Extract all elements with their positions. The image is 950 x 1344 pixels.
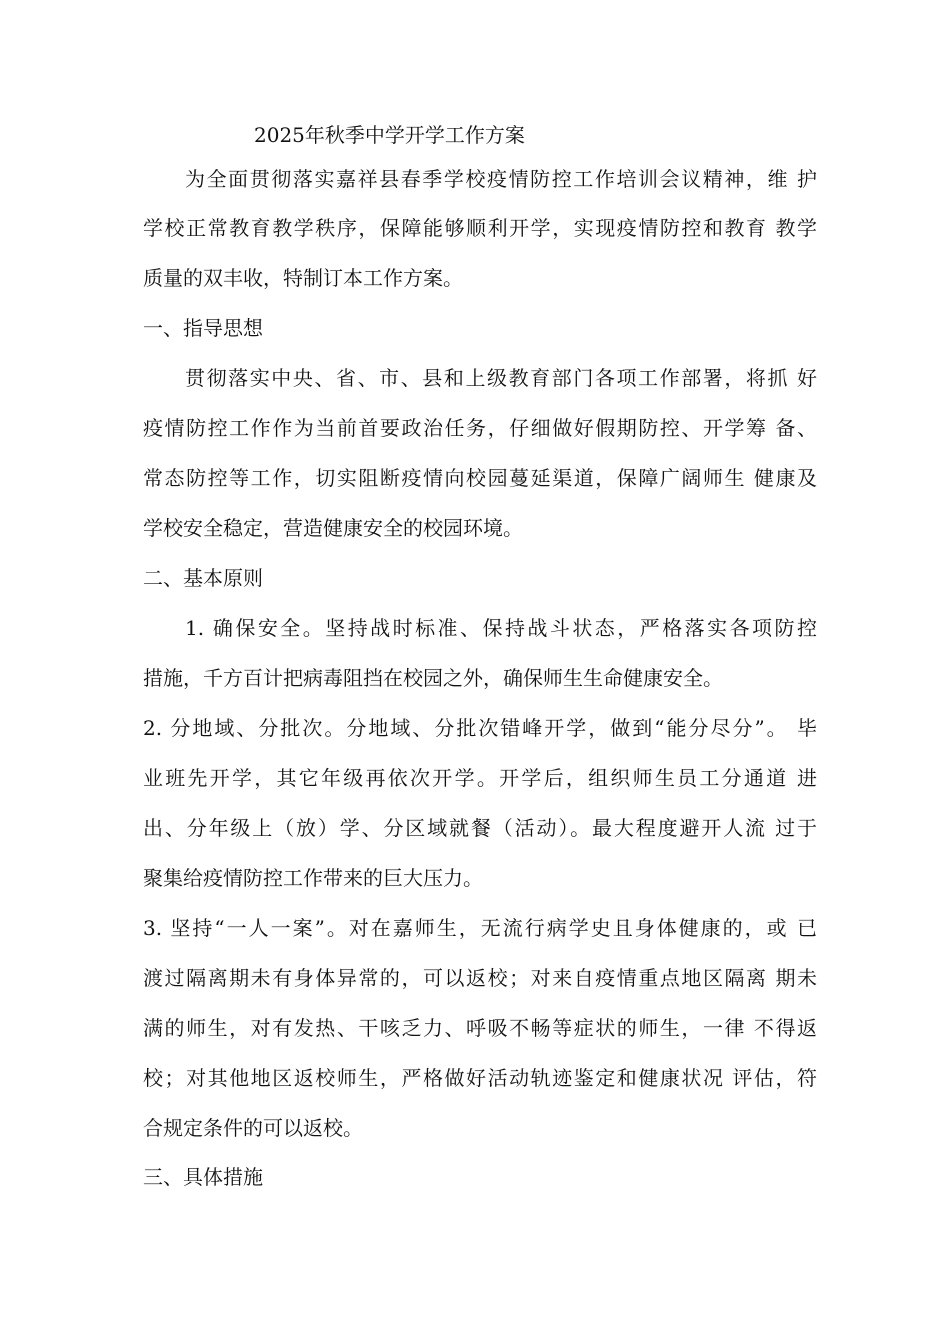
principle-2-line-1: 2. 分地域、分批次。分地域、分批次错峰开学，做到“能分尽分”。 毕 <box>143 716 817 740</box>
principle-3-line-5: 合规定条件的可以返校。 <box>143 1116 363 1140</box>
principle-2-line-2: 业班先开学，其它年级再依次开学。开学后，组织师生员工分通道 进 <box>143 766 817 790</box>
section-1-line-2: 疫情防控工作作为当前首要政治任务，仔细做好假期防控、开学筹 备、 <box>143 416 817 440</box>
principle-3-line-2: 渡过隔离期未有身体异常的，可以返校；对来自疫情重点地区隔离 期未 <box>143 966 817 990</box>
section-1-heading: 一、指导思想 <box>143 316 263 340</box>
principle-3-line-1: 3. 坚持“一人一案”。对在嘉师生，无流行病学史且身体健康的，或 已 <box>143 916 817 940</box>
intro-line-1: 为全面贯彻落实嘉祥县春季学校疫情防控工作培训会议精神，维 护 <box>185 167 817 191</box>
section-1-line-4: 学校安全稳定，营造健康安全的校园环境。 <box>143 516 523 540</box>
intro-line-2: 学校正常教育教学秩序，保障能够顺利开学，实现疫情防控和教育 教学 <box>143 216 817 240</box>
document-title: 2025年秋季中学开学工作方案 <box>254 123 525 147</box>
intro-line-3: 质量的双丰收，特制订本工作方案。 <box>143 266 463 290</box>
section-2-heading: 二、基本原则 <box>143 566 263 590</box>
section-1-line-1: 贯彻落实中央、省、市、县和上级教育部门各项工作部署，将抓 好 <box>185 366 817 390</box>
principle-1-line-1: 1. 确保安全。坚持战时标准、保持战斗状态，严格落实各项防控 <box>185 616 817 640</box>
section-3-heading: 三、具体措施 <box>143 1165 263 1189</box>
principle-2-line-3: 出、分年级上（放）学、分区域就餐（活动）。最大程度避开人流 过于 <box>143 816 817 840</box>
principle-3-line-3: 满的师生，对有发热、干咳乏力、呼吸不畅等症状的师生，一律 不得返 <box>143 1016 817 1040</box>
principle-3-line-4: 校；对其他地区返校师生，严格做好活动轨迹鉴定和健康状况 评估，符 <box>143 1066 817 1090</box>
section-1-line-3: 常态防控等工作，切实阻断疫情向校园蔓延渠道，保障广阔师生 健康及 <box>143 466 817 490</box>
principle-1-line-2: 措施，千方百计把病毒阻挡在校园之外，确保师生生命健康安全。 <box>143 666 723 690</box>
principle-2-line-4: 聚集给疫情防控工作带来的巨大压力。 <box>143 866 483 890</box>
